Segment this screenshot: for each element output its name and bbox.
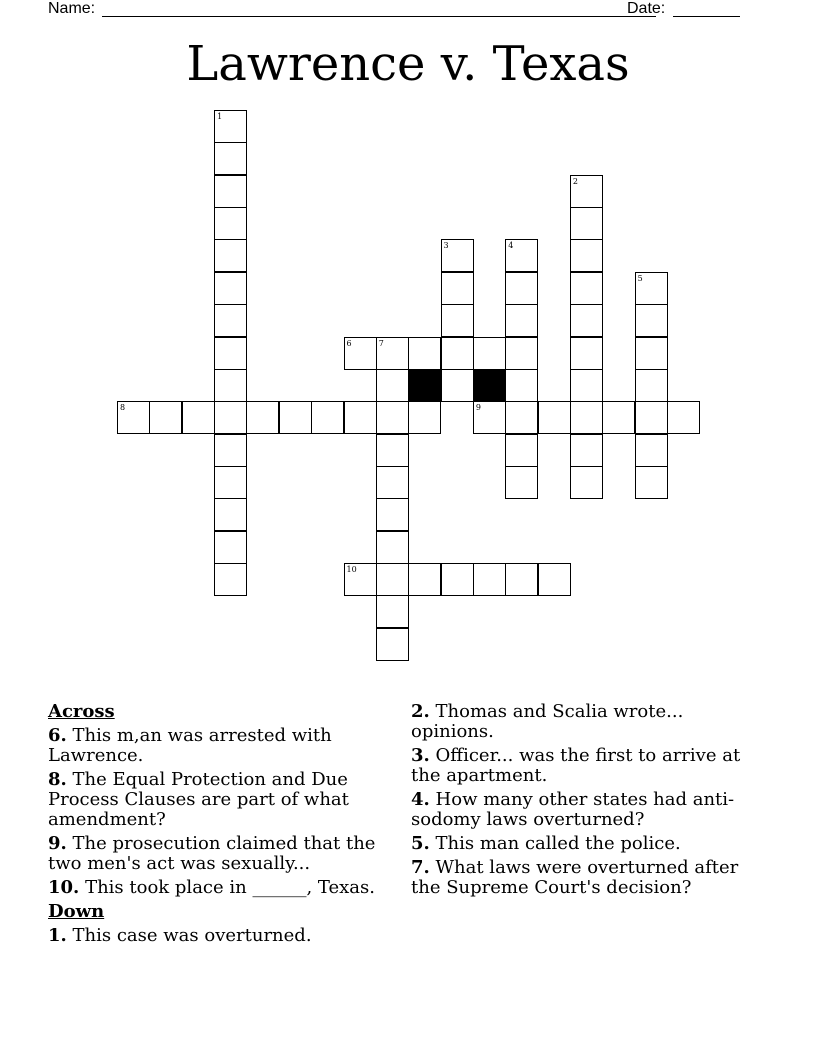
grid-cell[interactable] [214, 110, 247, 143]
grid-cell[interactable] [570, 207, 603, 240]
grid-cell[interactable] [214, 434, 247, 467]
grid-cell[interactable] [473, 337, 506, 370]
clue-down: 7. What laws were overturned after the Supreme Court's decision? [411, 857, 739, 898]
grid-cell[interactable] [441, 272, 474, 305]
grid-cell[interactable] [570, 466, 603, 499]
grid-cell[interactable] [376, 531, 409, 564]
clue-across: 10. This took place in ______, Texas. [48, 877, 375, 898]
grid-cell[interactable] [344, 563, 377, 596]
grid-cell[interactable] [538, 401, 571, 434]
grid-cell[interactable] [408, 337, 441, 370]
down-heading: Down [48, 901, 105, 922]
grid-cell[interactable] [570, 272, 603, 305]
grid-cell[interactable] [344, 337, 377, 370]
grid-cell[interactable] [473, 563, 506, 596]
grid-cell[interactable] [570, 434, 603, 467]
grid-cell[interactable] [376, 401, 409, 434]
name-label: Name: [48, 0, 96, 17]
grid-cell[interactable] [214, 207, 247, 240]
clue-number: 4 [508, 241, 514, 251]
grid-cell[interactable] [635, 272, 668, 305]
grid-cell[interactable] [635, 337, 668, 370]
grid-cell[interactable] [505, 401, 538, 434]
grid-cell[interactable] [538, 563, 571, 596]
clue-number: 2 [572, 176, 578, 186]
clue-number: 9 [475, 403, 481, 413]
grid-cell[interactable] [441, 563, 474, 596]
grid-cell[interactable] [570, 369, 603, 402]
clue-down: 2. Thomas and Scalia wrote... opinions. [411, 701, 684, 742]
grid-cell[interactable] [376, 563, 409, 596]
grid-cell[interactable] [376, 434, 409, 467]
grid-cell[interactable] [246, 401, 279, 434]
grid-cell[interactable] [376, 628, 409, 661]
grid-cell[interactable] [376, 498, 409, 531]
grid-cell[interactable] [214, 304, 247, 337]
grid-cell[interactable] [505, 239, 538, 272]
clue-number: 10 [346, 564, 357, 574]
date-label: Date: [627, 0, 666, 17]
grid-cell[interactable] [214, 563, 247, 596]
grid-cell[interactable] [635, 401, 668, 434]
grid-cell[interactable] [570, 239, 603, 272]
clue-across: 8. The Equal Protection and Due Process Clauses are part of what amendment? [48, 769, 349, 830]
grid-cell[interactable] [570, 175, 603, 208]
clue-across: 6. This m,an was arrested with Lawrence. [48, 725, 332, 766]
page-title: Lawrence v. Texas [186, 36, 630, 92]
grid-cell-black [473, 369, 506, 402]
grid-cell[interactable] [505, 337, 538, 370]
clue-number: 8 [120, 403, 126, 413]
grid-cell[interactable] [182, 401, 215, 434]
grid-cell[interactable] [214, 337, 247, 370]
grid-cell[interactable] [376, 369, 409, 402]
grid-cell[interactable] [376, 595, 409, 628]
grid-cell[interactable] [441, 304, 474, 337]
grid-cell[interactable] [505, 369, 538, 402]
grid-cell[interactable] [441, 369, 474, 402]
across-heading: Across [48, 701, 115, 722]
grid-cell[interactable] [376, 337, 409, 370]
grid-cell[interactable] [570, 401, 603, 434]
grid-cell[interactable] [570, 304, 603, 337]
grid-cell[interactable] [376, 466, 409, 499]
clue-down: 3. Officer... was the first to arrive at the apartment. [411, 745, 741, 786]
grid-cell[interactable] [667, 401, 700, 434]
clue-number: 7 [378, 338, 384, 348]
grid-cell[interactable] [279, 401, 312, 434]
grid-cell[interactable] [214, 531, 247, 564]
grid-cell[interactable] [441, 239, 474, 272]
grid-cell[interactable] [344, 401, 377, 434]
grid-cell-black [408, 369, 441, 402]
clues-left-column [48, 702, 393, 950]
grid-cell[interactable] [214, 272, 247, 305]
grid-cell[interactable] [473, 401, 506, 434]
grid-cell[interactable] [311, 401, 344, 434]
grid-cell[interactable] [408, 401, 441, 434]
grid-cell[interactable] [570, 337, 603, 370]
grid-cell[interactable] [635, 369, 668, 402]
grid-cell[interactable] [214, 466, 247, 499]
grid-cell[interactable] [214, 498, 247, 531]
clue-number: 5 [637, 273, 643, 283]
grid-cell[interactable] [214, 401, 247, 434]
clue-down: 1. This case was overturned. [48, 925, 312, 946]
grid-cell[interactable] [214, 369, 247, 402]
grid-cell[interactable] [635, 304, 668, 337]
grid-cell[interactable] [441, 337, 474, 370]
grid-cell[interactable] [505, 304, 538, 337]
grid-cell[interactable] [214, 175, 247, 208]
grid-cell[interactable] [635, 434, 668, 467]
clue-across: 9. The prosecution claimed that the two men's act was sexually... [48, 833, 376, 874]
grid-cell[interactable] [505, 272, 538, 305]
grid-cell[interactable] [408, 563, 441, 596]
grid-cell[interactable] [214, 239, 247, 272]
clue-number: 3 [443, 241, 449, 251]
clue-down: 5. This man called the police. [411, 833, 681, 854]
grid-cell[interactable] [635, 466, 668, 499]
grid-cell[interactable] [214, 142, 247, 175]
clue-number: 1 [217, 112, 223, 121]
grid-cell[interactable] [149, 401, 182, 434]
grid-cell[interactable] [505, 434, 538, 467]
grid-cell[interactable] [117, 401, 150, 434]
clues-right-column [411, 702, 756, 902]
grid-cell[interactable] [505, 563, 538, 596]
grid-cell[interactable] [602, 401, 635, 434]
grid-cell[interactable] [505, 466, 538, 499]
clue-number: 6 [346, 338, 352, 348]
clue-down: 4. How many other states had anti-sodomy laws overturned? [411, 789, 735, 830]
